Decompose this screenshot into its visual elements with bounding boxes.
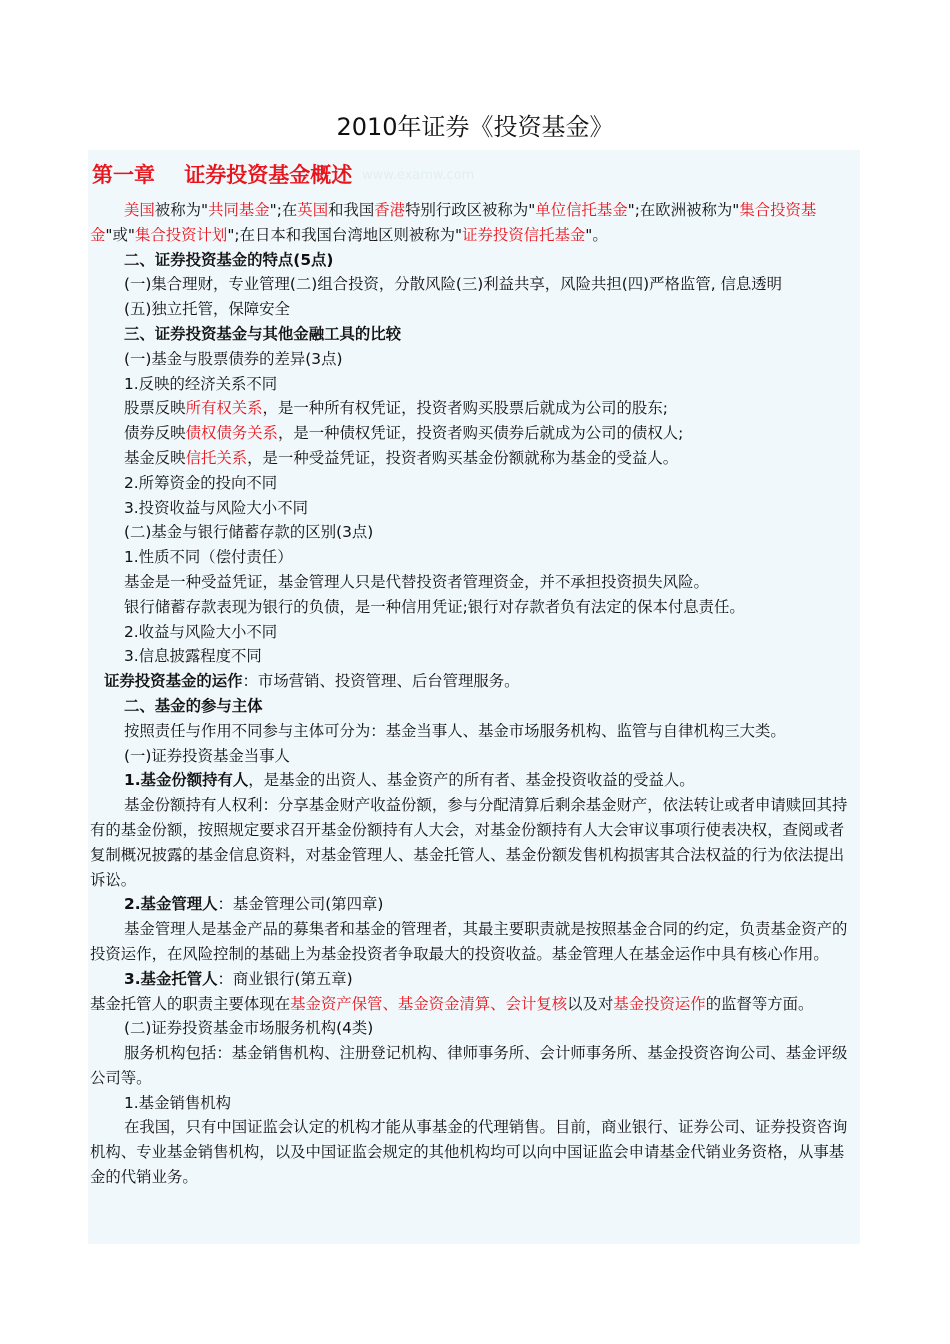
manager-label: 2.基金管理人: [124, 895, 218, 914]
service-agencies-list: 服务机构包括：基金销售机构、注册登记机构、律师事务所、会计师事务所、基金投资咨询公司、基金评级公司等。: [90, 1044, 848, 1087]
operations-label: 证券投资基金的运作: [104, 672, 243, 691]
deposit-nature-line: 银行储蓄存款表现为银行的负债，是一种信用凭证;银行对存款者负有法定的保本付息责任。: [124, 597, 745, 616]
text: 被称为": [154, 201, 209, 219]
document-body: [90, 198, 848, 1190]
item-disclosure: 3.信息披露程度不同: [124, 647, 262, 666]
term-ownership: 所有权关系: [185, 399, 263, 418]
subsection-parties: (一)证券投资基金当事人: [124, 746, 290, 765]
features-line-2: (五)独立托管，保障安全: [124, 300, 290, 319]
text: ，是一种债权凭证，投资者购买债券后就成为公司的债权人;: [277, 424, 684, 443]
intro-paragraph: [90, 198, 848, 248]
chapter-heading: 第一章 证券投资基金概述: [92, 163, 353, 187]
term-collective-fund: 集合投资基金: [90, 201, 817, 244]
text: ：市场营销、投资管理、后台管理服务。: [242, 672, 520, 691]
text: 和我国: [328, 201, 375, 219]
item-sales-agency: 1.基金销售机构: [124, 1093, 232, 1112]
item-economic-relation: 1.反映的经济关系不同: [124, 374, 278, 393]
fund-line: [90, 446, 848, 471]
custodian-line: [90, 967, 848, 992]
custodian-desc: [90, 992, 848, 1017]
sales-agency-desc: 在我国，只有中国证监会认定的机构才能从事基金的代理销售。目前，商业银行、证券公司、证券投资咨询机构、专业基金销售机构，以及中国证监会规定的其他机构均可以向中国证监会申请基金代销业务资格，从事基金的代销业务。: [90, 1118, 848, 1187]
stock-line: [90, 396, 848, 421]
text: ";在: [269, 201, 298, 219]
text: 特别行政区被称为": [405, 201, 536, 219]
manager-desc: 基金管理人是基金产品的募集者和基金的管理者，其最主要职责就是按照基金合同的约定，负责基金资产的投资运作，在风险控制的基础上为基金投资者争取最大的投资收益。基金管理人在基金运作中具有核心作用。: [90, 920, 848, 963]
text: 的监督等方面。: [705, 994, 814, 1013]
text: ，是一种所有权凭证，投资者购买股票后就成为公司的股东;: [262, 399, 668, 418]
text: 股票反映: [124, 399, 186, 418]
text: 以及对: [567, 994, 614, 1013]
term-uk: 英国: [297, 201, 329, 219]
bond-line: [90, 421, 848, 446]
text: ：商业银行(第五章): [217, 969, 353, 988]
item-return-risk: 3.投资收益与风险大小不同: [124, 498, 308, 517]
custodian-label: 3.基金托管人: [124, 969, 218, 988]
term-trust: 信托关系: [185, 448, 248, 467]
term-collective-plan: 集合投资计划: [134, 225, 228, 244]
holder-rights: 基金份额持有人权利：分享基金财产收益份额，参与分配清算后剩余基金财产，依法转让或者申请赎回其持有的基金份额，按照规定要求召开基金份额持有人大会，对基金份额持有人大会审议事项行使表决权，查阅或者复制概况披露的基金信息资料，对基金管理人、基金托管人、基金份额发售机构损害其合法权益的行为依法提出诉讼。: [90, 796, 848, 889]
subsection-stock-bond: (一)基金与股票债券的差异(3点): [124, 349, 343, 368]
term-hk: 香港: [374, 201, 406, 219]
term-unit-trust: 单位信托基金: [535, 201, 628, 219]
text: ";在欧洲被称为": [627, 201, 740, 219]
text: ，是基金的出资人、基金资产的所有者、基金投资收益的受益人。: [248, 771, 695, 790]
text: ";在日本和我国台湾地区则被称为": [227, 225, 463, 244]
holder-line: [90, 768, 848, 793]
operations-line: [90, 669, 848, 694]
term-custody-duties: 基金资产保管、基金资金清算、会计复核: [290, 994, 568, 1013]
term-investment-ops: 基金投资运作: [613, 994, 706, 1013]
participants-intro: 按照责任与作用不同参与主体可分为：基金当事人、基金市场服务机构、监管与自律机构三大类。: [124, 721, 786, 740]
term-us: 美国: [124, 201, 155, 219]
section-heading-comparison: 三、证券投资基金与其他金融工具的比较: [124, 324, 402, 343]
text: 债券反映: [124, 424, 186, 443]
item-nature: 1.性质不同（偿付责任）: [124, 548, 293, 567]
text: "。: [585, 225, 608, 244]
manager-line: [90, 892, 848, 917]
fund-nature-line: 基金是一种受益凭证，基金管理人只是代替投资者管理资金，并不承担投资损失风险。: [124, 572, 709, 591]
text: 基金托管人的职责主要体现在: [90, 994, 291, 1013]
subsection-bank-deposit: (二)基金与银行储蓄存款的区别(3点): [124, 523, 374, 542]
holder-label: 1.基金份额持有人: [124, 771, 249, 790]
item-fund-direction: 2.所筹资金的投向不同: [124, 473, 278, 492]
section-heading-participants: 二、基金的参与主体: [124, 696, 263, 715]
document-title: 2010年证券《投资基金》: [336, 113, 614, 141]
watermark: www.examw.com: [362, 168, 475, 183]
term-securities-trust: 证券投资信托基金: [462, 225, 586, 244]
subsection-service-agencies: (二)证券投资基金市场服务机构(4类): [124, 1019, 374, 1038]
text: 基金反映: [124, 448, 186, 467]
section-heading-features: 二、证券投资基金的特点(5点): [124, 250, 334, 269]
features-line-1: (一)集合理财，专业管理(二)组合投资，分散风险(三)利益共享，风险共担(四)严格监管, 信息透明: [124, 275, 783, 294]
text: ，是一种受益凭证，投资者购买基金份额就称为基金的受益人。: [247, 448, 679, 467]
item-return-risk-2: 2.收益与风险大小不同: [124, 622, 278, 641]
term-mutual-fund: 共同基金: [208, 201, 270, 219]
text: ：基金管理公司(第四章): [217, 895, 384, 914]
text: "或": [105, 225, 135, 244]
term-debt: 债权债务关系: [185, 424, 278, 443]
